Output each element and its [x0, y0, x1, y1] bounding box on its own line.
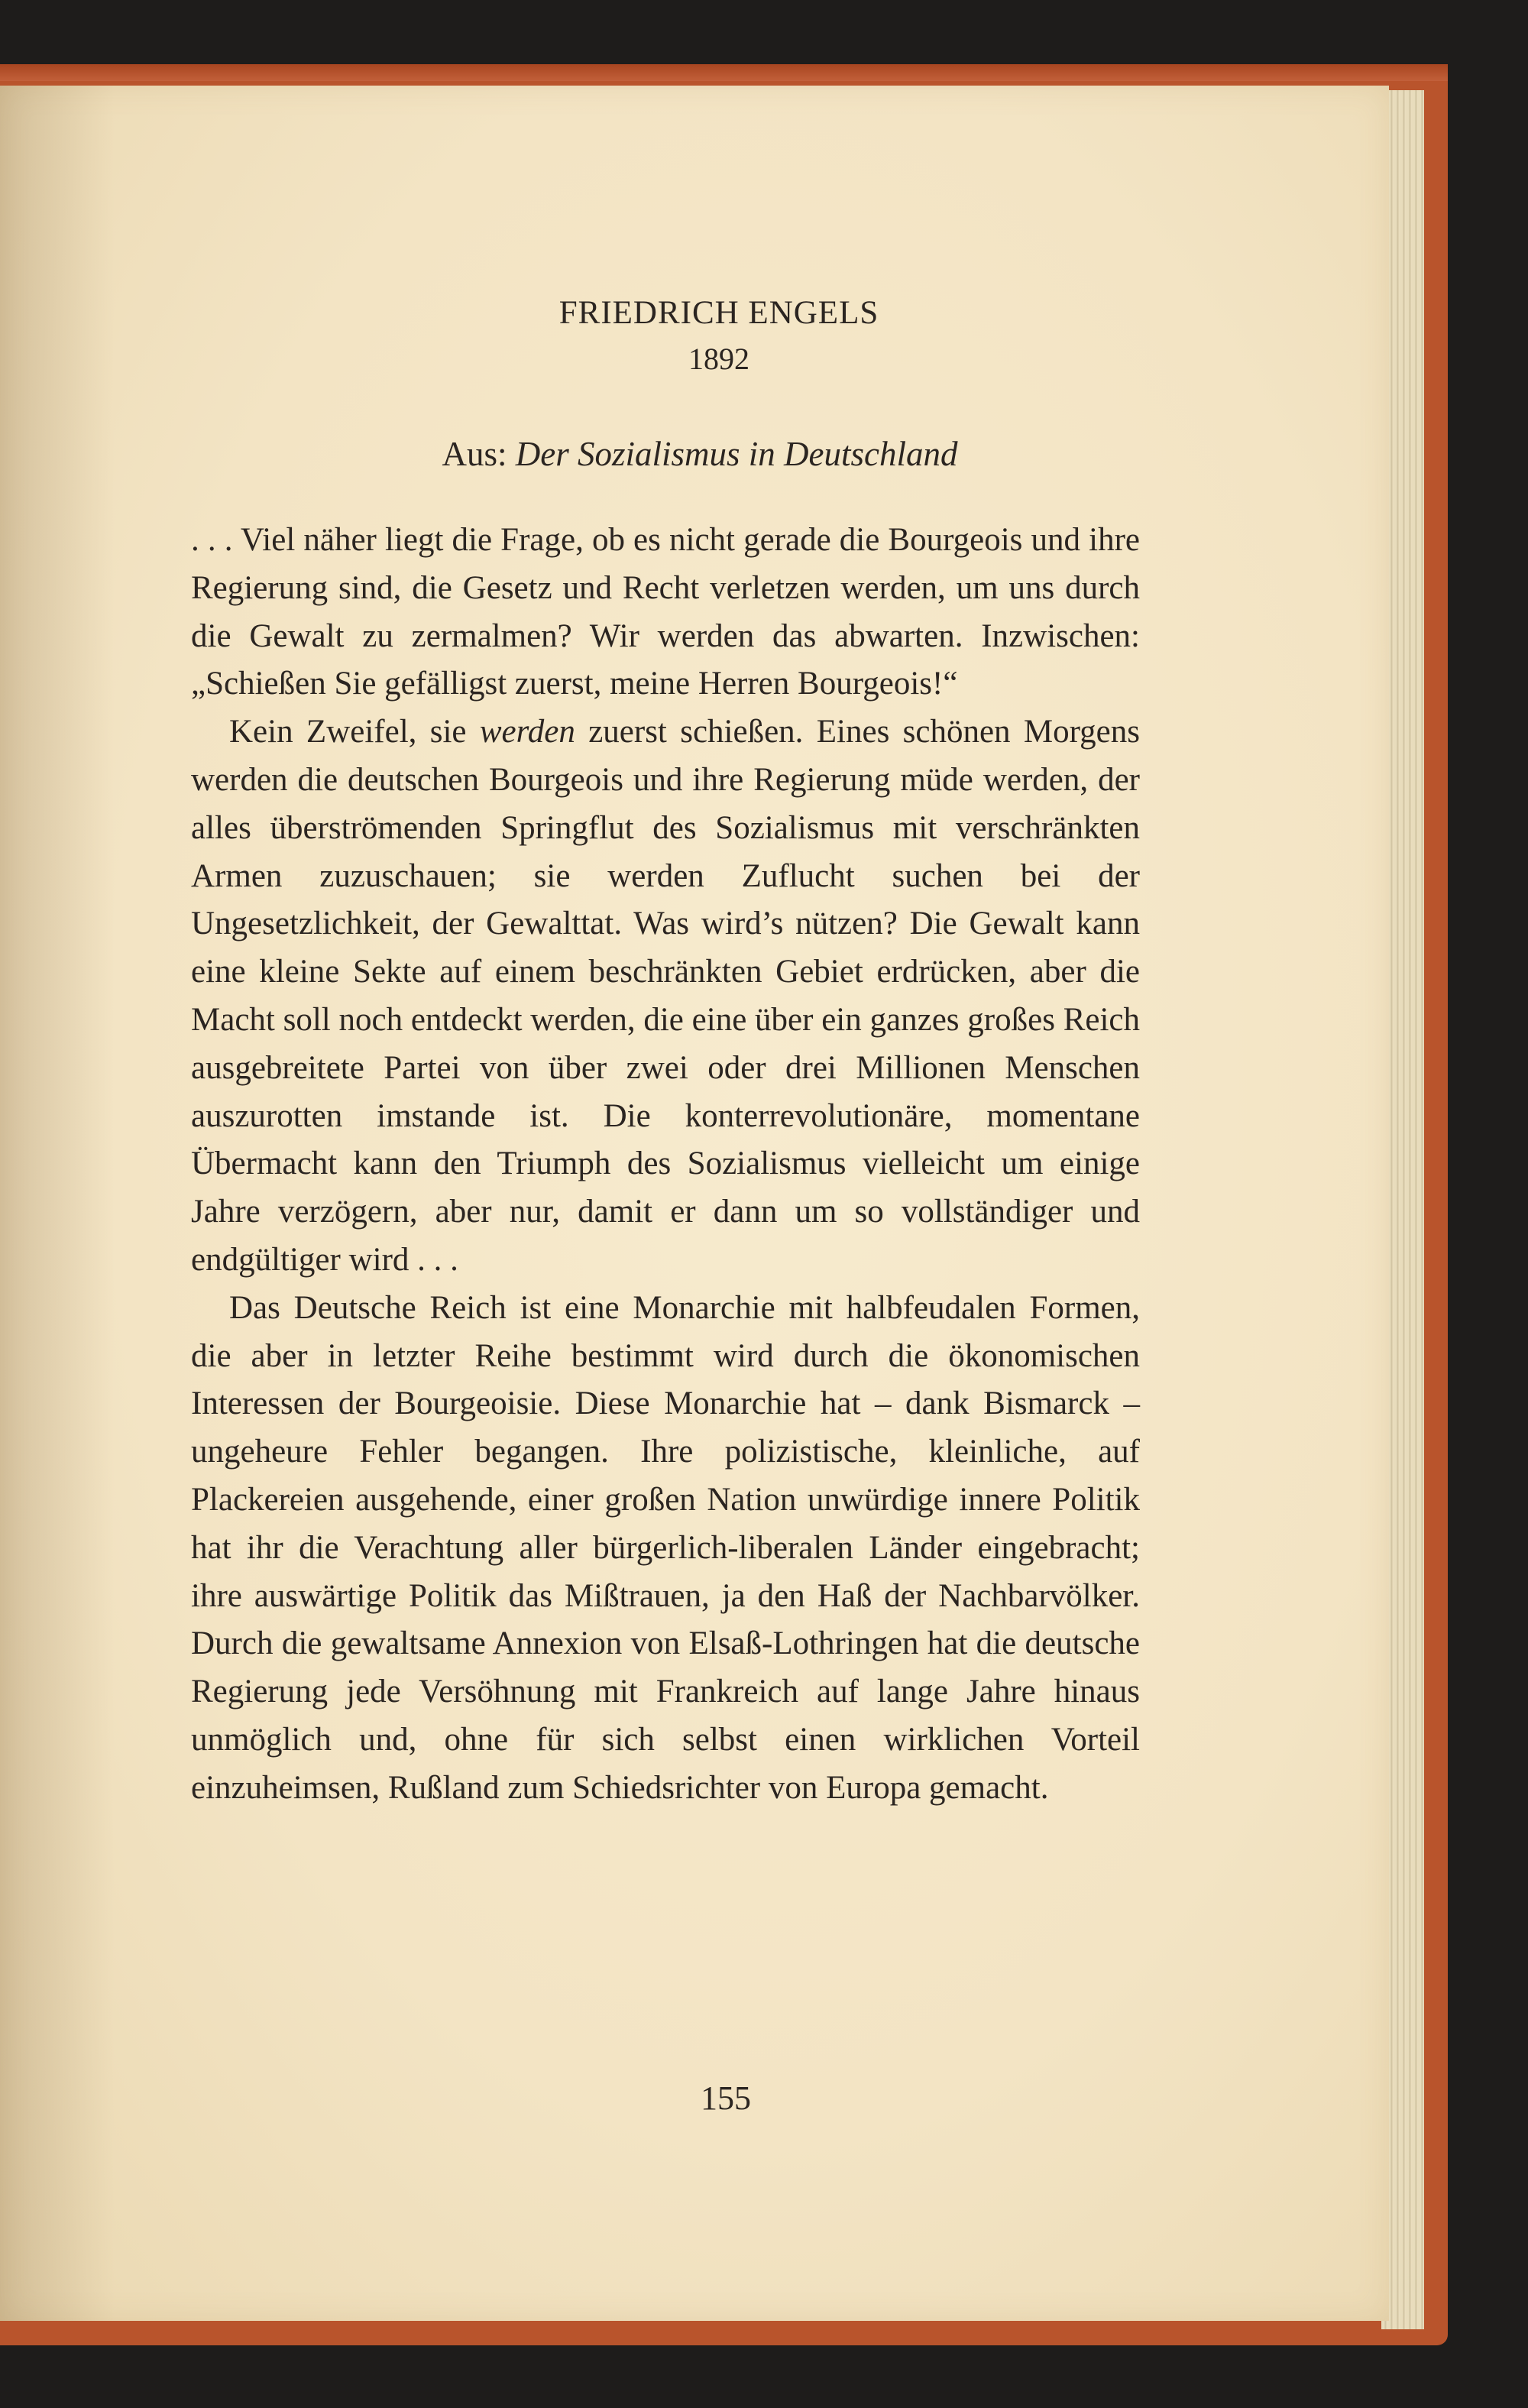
- page-number: 155: [701, 2079, 751, 2117]
- page-gutter-shadow: [0, 86, 115, 2321]
- paragraph-3: [191, 1285, 1140, 1813]
- source-title: Der Sozialismus in Deutschland: [515, 435, 958, 473]
- page-text-block: [191, 290, 1140, 1813]
- paragraph-1-text: . . . Viel näher liegt die Frage, ob es nicht gerade die Bourgeois und ihre Regierung sind, die Gesetz und Recht verletzen werden, um uns durch die Gewalt zu zermalmen? Wir werden das abwarten. Inzwischen: „Schießen Sie gefälligst zuerst, meine Herren Bourgeois!“: [191, 522, 1140, 702]
- paragraph-3-text: Das Deutsche Reich ist eine Monarchie mit halbfeudalen Formen, die aber in letzter Reihe bestimmt wird durch die ökonomischen Interessen der Bourgeoisie. Diese Monarchie hat – dank Bismarck – ungeheure Fehler begangen. Ihre polizistische, kleinliche, auf Plackereien ausgehende, einer großen Nation unwürdige innere Politik hat ihr die Verachtung aller bürgerlich-liberalen Länder eingebracht; ihre auswärtige Politik das Mißtrauen, ja den Haß der Nachbarvölker. Durch die gewaltsame Annexion von Elsaß-Lothringen hat die deutsche Regierung jede Versöhnung mit Frankreich auf lange Jahre hinaus unmöglich und, ohne für sich selbst einen wirklichen Vorteil einzuheimsen, Rußland zum Schiedsrichter von Europa gemacht.: [191, 1289, 1140, 1806]
- paragraph-2: [191, 708, 1140, 1285]
- year-heading: 1892: [688, 342, 749, 376]
- paragraph-2-text-start: Kein Zweifel, sie: [229, 714, 480, 750]
- book-cover-top-edge: [0, 64, 1448, 81]
- paragraph-2-emphasis: werden: [479, 714, 575, 750]
- source-prefix: Aus:: [442, 435, 507, 473]
- paragraph-1: [191, 517, 1140, 708]
- author-heading: FRIEDRICH ENGELS: [558, 295, 879, 331]
- paragraph-2-text-end: zuerst schießen. Eines schönen Morgens werden die deutschen Bourgeois und ihre Regierung müde werden, der alles überströmenden Springflut des Sozialismus mit verschränkten Armen zuzuschauen; sie werden Zuflucht suchen bei der Ungesetzlichkeit, der Gewalttat. Was wird’s nützen? Die Gewalt kann eine kleine Sekte auf einem beschränkten Gebiet erdrücken, aber die Macht soll noch entdeckt werden, die eine über ein ganzes großes Reich ausgebreitete Partei von über zwei oder drei Millionen Menschen auszurotten imstande ist. Die konterrevolutionäre, momentane Übermacht kann den Triumph des Sozialismus vielleicht um einige Jahre verzögern, aber nur, damit er dann um so vollständiger und endgültiger wird . . .: [191, 714, 1140, 1278]
- source-line: [191, 431, 1140, 477]
- page-number-container: [0, 2079, 1528, 2118]
